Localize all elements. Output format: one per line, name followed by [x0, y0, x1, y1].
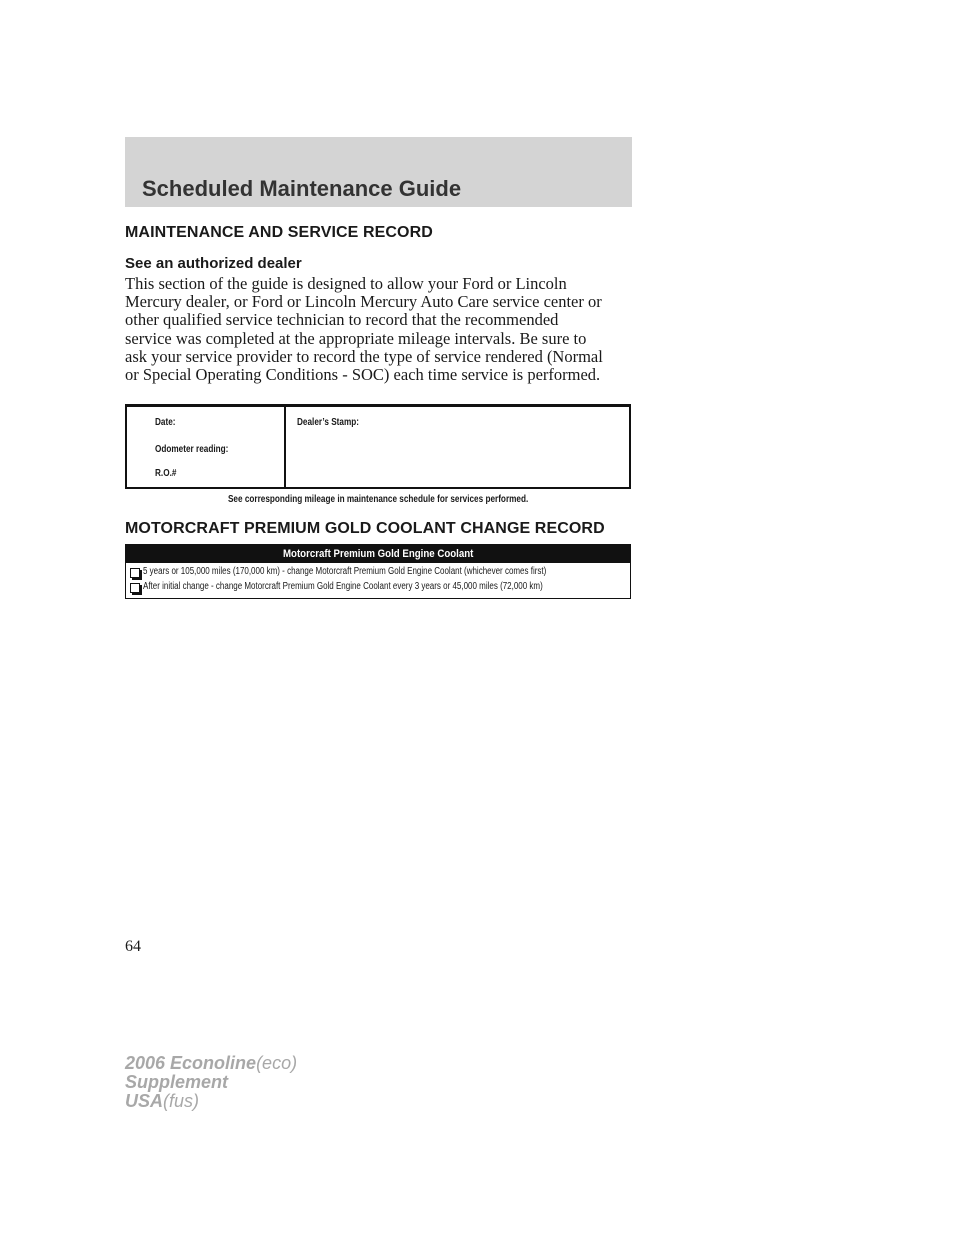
record-box-note: [125, 494, 631, 505]
service-record-box: [125, 404, 631, 489]
footer-model-code: (eco): [256, 1053, 298, 1073]
intro-line: Mercury dealer, or Ford or Lincoln Mercury Auto Care service center or: [125, 292, 602, 312]
record-box-note-text: See corresponding mileage in maintenance schedule for services performed.: [227, 494, 529, 505]
record-box-divider: [284, 407, 286, 487]
coolant-row: [126, 565, 630, 580]
coolant-table-header: [126, 545, 630, 563]
footer-region: USA: [125, 1091, 164, 1111]
coolant-change-table: [125, 544, 631, 599]
page-number: 64: [125, 938, 141, 955]
dealer-stamp-label: Dealer’s Stamp:: [297, 417, 359, 428]
intro-line: service was completed at the appropriate mileage intervals. Be sure to: [125, 328, 587, 348]
page-header-title: Scheduled Maintenance Guide: [142, 176, 462, 201]
intro-line: other qualified service technician to record that the recommended: [125, 310, 559, 330]
footer-line-region: [125, 1092, 297, 1111]
footer-doc-type: Supplement: [125, 1072, 229, 1092]
checkbox[interactable]: [130, 568, 140, 578]
coolant-item-text: After initial change - change Motorcraft Premium Gold Engine Coolant every 3 years or 45,000 miles (72,000 km): [143, 581, 543, 592]
section-heading-coolant-record: MOTORCRAFT PREMIUM GOLD COOLANT CHANGE RECORD: [125, 520, 605, 537]
checkbox[interactable]: [130, 583, 140, 593]
section-heading-service-record: MAINTENANCE AND SERVICE RECORD: [125, 224, 433, 241]
odometer-label: Odometer reading:: [155, 444, 229, 455]
document-footer: [125, 1054, 297, 1111]
intro-paragraph: [125, 275, 645, 384]
coolant-row: [126, 580, 630, 595]
intro-line: ask your service provider to record the type of service rendered (Normal: [125, 346, 603, 366]
date-label: Date:: [155, 417, 176, 428]
section-subheading-dealer: See an authorized dealer: [125, 255, 302, 272]
intro-line: This section of the guide is designed to allow your Ford or Lincoln: [125, 274, 567, 293]
coolant-item-text: 5 years or 105,000 miles (170,000 km) - change Motorcraft Premium Gold Engine Coolant (whichever comes first): [143, 566, 547, 577]
footer-line-model: [125, 1054, 297, 1073]
footer-region-code: (fus): [163, 1091, 200, 1111]
repair-order-label: R.O.#: [155, 468, 177, 479]
footer-model: 2006 Econoline: [125, 1053, 257, 1073]
footer-line-doctype: [125, 1073, 297, 1092]
intro-line: or Special Operating Conditions - SOC) each time service is performed.: [125, 365, 601, 385]
coolant-table-header-text: Motorcraft Premium Gold Engine Coolant: [282, 548, 474, 560]
